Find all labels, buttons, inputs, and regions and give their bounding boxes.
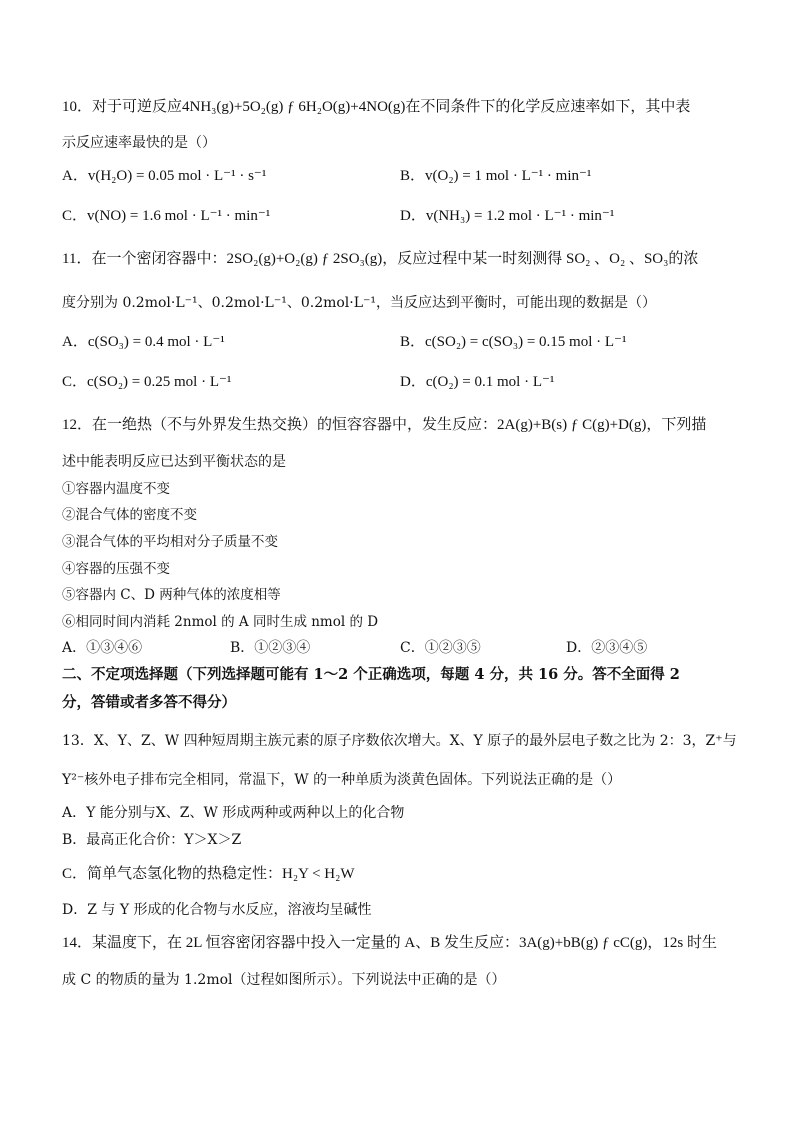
q12-statement-5: ⑤容器内 C、D 两种气体的浓度相等 [62,587,281,603]
q12-stem-line1: 12．在一绝热（不与外界发生热交换）的恒容容器中，发生反应：2A(g)+B(s) ƒ C(g)+D(g)，下列描 [62,417,707,433]
q14-stem-line2: 成 C 的物质的量为 1.2mol（过程如图所示）。下列说法中正确的是（） [62,972,506,988]
q12-statement-1: ①容器内温度不变 [62,481,170,497]
q13-stem-line1: 13．X、Y、Z、W 四种短周期主族元素的原子序数依次增大。X、Y 原子的最外层电子数之比为 2：3，Z⁺与 [62,733,737,749]
section-2-heading-line2: 分，答错或者多答不得分） [62,694,236,711]
q10-option-a: A．v(H₂O) = 0.05 mol · L⁻¹ · s⁻¹ [62,168,267,184]
q13-option-c: C．简单气态氢化物的热稳定性：H₂Y < H₂W [62,866,355,882]
q12-option-c: C．①②③⑤ [400,640,481,656]
q10-option-c: C．v(NO) = 1.6 mol · L⁻¹ · min⁻¹ [62,208,271,224]
q12-statement-3: ③混合气体的平均相对分子质量不变 [62,534,278,550]
q10-stem-line2: 示反应速率最快的是（） [62,135,216,151]
q11-option-a: A．c(SO₃) = 0.4 mol · L⁻¹ [62,334,225,350]
q14-stem-line1: 14．某温度下，在 2L 恒容密闭容器中投入一定量的 A、B 发生反应：3A(g)+bB(g) ƒ cC(g)，12s 时生 [62,935,717,951]
q13-option-a: A．Y 能分别与X、Z、W 形成两种或两种以上的化合物 [62,805,405,821]
q13-option-d: D．Z 与 Y 形成的化合物与水反应，溶液均呈碱性 [62,902,372,918]
q12-option-d: D．②③④⑤ [566,640,648,656]
q12-statement-6: ⑥相同时间内消耗 2nmol 的 A 同时生成 nmol 的 D [62,614,379,630]
q11-stem-line2: 度分别为 0.2mol·L⁻¹、0.2mol·L⁻¹、0.2mol·L⁻¹，当反应达到平衡时，可能出现的数据是（） [62,295,657,311]
q13-stem-line2: Y²⁻核外电子排布完全相同，常温下，W 的一种单质为淡黄色固体。下列说法正确的是（） [62,772,622,788]
q11-option-b: B．c(SO₂) = c(SO₃) = 0.15 mol · L⁻¹ [400,334,627,350]
q10-stem-line1: 10．对于可逆反应4NH₃(g)+5O₂(g) ƒ 6H₂O(g)+4NO(g)在不同条件下的化学反应速率如下，其中表 [62,99,691,115]
section-2-heading-line1: 二、不定项选择题（下列选择题可能有 1～2 个正确选项，每题 4 分，共 16 分。答不全面得 2 [62,666,680,683]
q10-option-b: B．v(O₂) = 1 mol · L⁻¹ · min⁻¹ [400,168,592,184]
q10-option-d: D．v(NH₃) = 1.2 mol · L⁻¹ · min⁻¹ [400,208,615,224]
q11-option-c: C．c(SO₂) = 0.25 mol · L⁻¹ [62,374,232,390]
q12-option-b: B．①②③④ [230,640,311,656]
q12-statement-4: ④容器的压强不变 [62,561,170,577]
q12-statement-2: ②混合气体的密度不变 [62,507,197,523]
q11-stem-line1: 11．在一个密闭容器中：2SO₂(g)+O₂(g) ƒ 2SO₃(g)，反应过程中某一时刻测得 SO₂ 、O₂ 、SO₃的浓 [62,251,699,267]
q11-option-d: D．c(O₂) = 0.1 mol · L⁻¹ [400,374,555,390]
q12-option-a: A．①③④⑥ [62,640,143,656]
q13-option-b: B．最高正化合价：Y＞X＞Z [62,832,242,848]
q12-stem-line2: 述中能表明反应已达到平衡状态的是 [62,454,286,470]
